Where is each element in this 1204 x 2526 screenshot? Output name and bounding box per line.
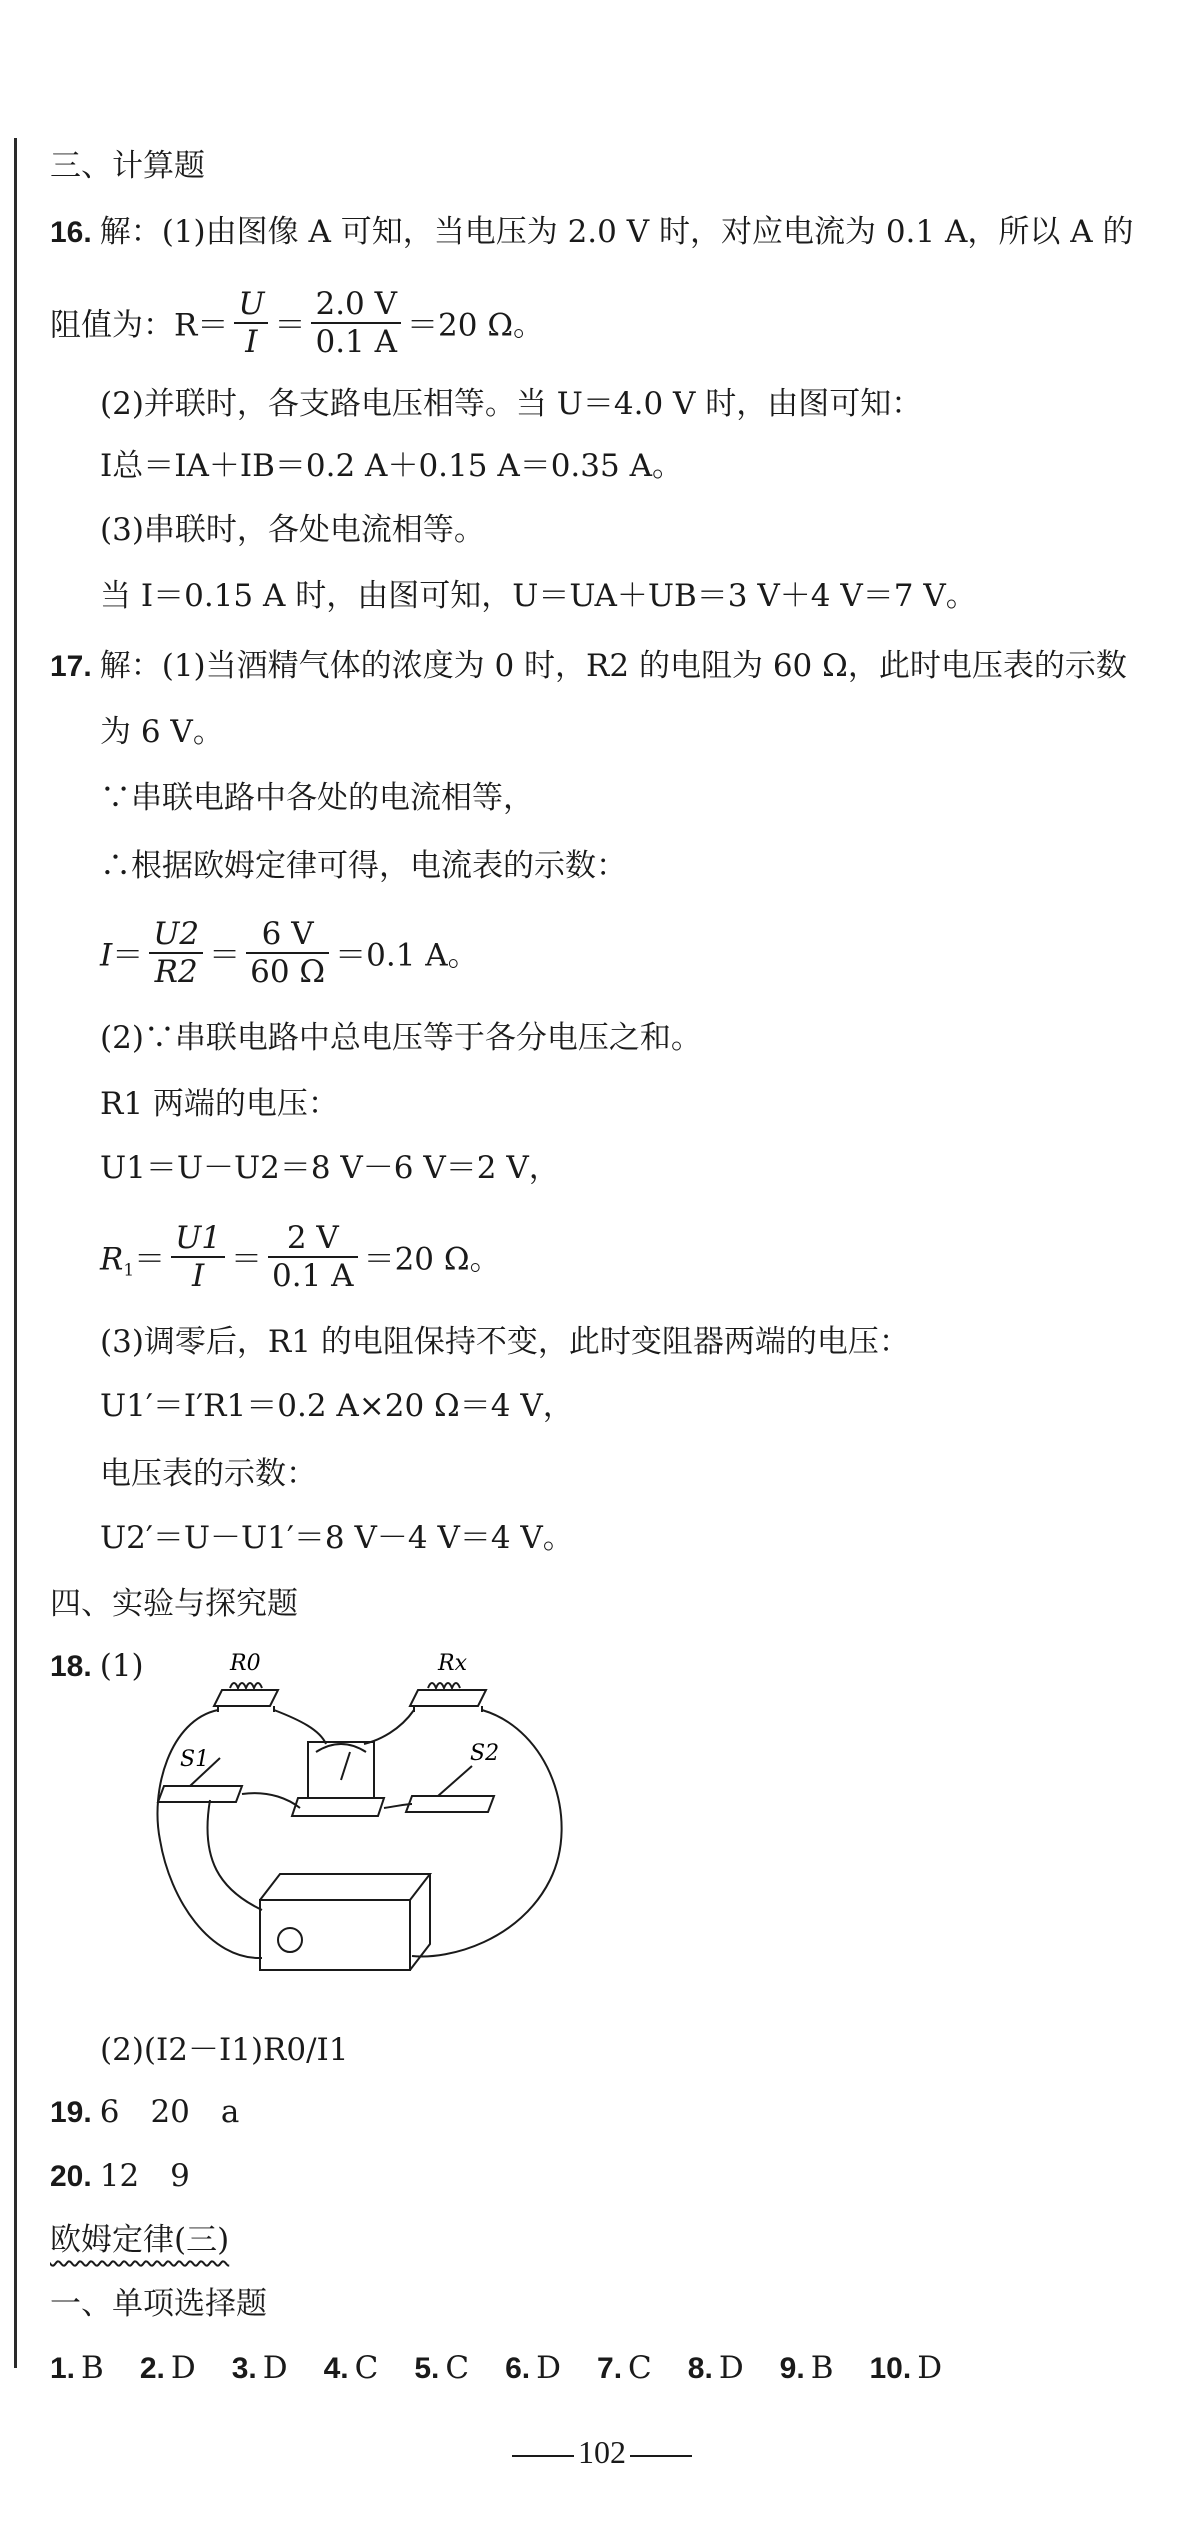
- page-footer: [0, 2434, 1204, 2471]
- section-heading: 一、单项选择题: [50, 2286, 267, 2322]
- chapter-title: 欧姆定律(三): [50, 2222, 230, 2258]
- fraction: $\frac{2.0 V}{0.1 A}$: [311, 286, 401, 360]
- circuit-diagram: [150, 1640, 590, 2000]
- answer-row: [50, 2348, 978, 2389]
- answer-item: 10. D: [869, 2350, 943, 2386]
- question-number: 20.: [50, 2160, 92, 2193]
- q17-line-12: 电压表的示数：: [100, 1456, 317, 1492]
- answer-item: 7. C: [597, 2350, 652, 2386]
- switch-s2-lever: [438, 1766, 472, 1796]
- wire: [364, 1710, 414, 1744]
- section-heading: 三、计算题: [50, 148, 205, 184]
- q16-text: 解：(1)由图像 A 可知，当电压为 2.0 V 时，对应电流为 0.1 A，所以 A 的: [99, 214, 1134, 250]
- r0-board: [214, 1690, 278, 1706]
- q19-answer: 6 20 a: [99, 2094, 240, 2130]
- label-r0: R0: [230, 1651, 261, 1676]
- q16-line-2: 阻值为：R＝ $\frac{U}{I}$ ＝ $\frac{2.0 V}{0.1 A}$ ＝20 Ω。: [50, 286, 545, 360]
- answer-item: 9. B: [779, 2350, 834, 2386]
- question-number: 18.: [50, 1650, 92, 1683]
- q18-part-1: (1): [99, 1648, 144, 1684]
- question-number: 16.: [50, 216, 92, 249]
- q17-line-7: R1 两端的电压：: [100, 1086, 339, 1122]
- q18-part-2: (2)(I2－I1)R0/I1: [100, 2032, 349, 2068]
- r0-coil: [230, 1683, 262, 1688]
- fraction: $\frac{U2}{R2}$: [149, 916, 203, 990]
- q20-line: [50, 2156, 190, 2197]
- rx-board: [410, 1690, 486, 1706]
- q17-line-1: [50, 646, 1127, 687]
- q17-line-6: (2)∵串联电路中总电压等于各分电压之和。: [100, 1020, 702, 1056]
- q16-line-6: 当 I＝0.15 A 时，由图可知，U＝UA＋UB＝3 V＋4 V＝7 V。: [100, 578, 977, 614]
- answer-item: 3. D: [231, 2350, 288, 2386]
- wire: [207, 1800, 262, 1910]
- label-rx: Rx: [438, 1651, 467, 1676]
- answer-item: 2. D: [139, 2350, 196, 2386]
- section-heading: 四、实验与探究题: [50, 1586, 298, 1622]
- wire: [274, 1710, 326, 1744]
- q17-line-4: ∴根据欧姆定律可得，电流表的示数：: [100, 848, 627, 884]
- answer-item: 5. C: [414, 2350, 470, 2386]
- q16-formula-lead: 阻值为：R＝: [50, 307, 229, 344]
- fraction: $\frac{2 V}{0.1 A}$: [268, 1220, 358, 1294]
- question-number: 17.: [50, 650, 92, 683]
- answer-item: 1. B: [50, 2350, 104, 2386]
- answer-item: 6. D: [505, 2350, 562, 2386]
- answer-item: 4. C: [323, 2350, 379, 2386]
- fraction: $\frac{6 V}{60 \Omega}$: [246, 916, 329, 990]
- fraction: $\frac{U}{I}$: [234, 286, 268, 360]
- q16-line-3: (2)并联时，各支路电压相等。当 U＝4.0 V 时，由图可知：: [100, 386, 923, 422]
- q17-line-10: (3)调零后，R1 的电阻保持不变，此时变阻器两端的电压：: [100, 1324, 910, 1360]
- q19-line: [50, 2092, 239, 2133]
- answer-item: 8. D: [687, 2350, 744, 2386]
- q16-line-1: [50, 212, 1133, 253]
- q17-line-3: ∵串联电路中各处的电流相等，: [100, 780, 534, 816]
- q17-line-9: $R_1=$ $\frac{U1}{I}$ ＝ $\frac{2 V}{0.1 A}$ ＝20 Ω。: [100, 1220, 501, 1294]
- switch-s2-base: [406, 1796, 494, 1812]
- wire: [242, 1793, 300, 1808]
- q16-line-4: I总＝IA＋IB＝0.2 A＋0.15 A＝0.35 A。: [100, 448, 683, 484]
- rx-coil: [428, 1683, 460, 1688]
- q17-line-5: I＝ $\frac{U2}{R2}$ ＝ $\frac{6 V}{60 \Omega}$ ＝0.1 A。: [100, 916, 479, 990]
- q20-answer: 12 9: [99, 2158, 190, 2194]
- q17-line-2: 为 6 V。: [100, 714, 224, 750]
- margin-rule: [14, 138, 17, 2368]
- q17-text: 解：(1)当酒精气体的浓度为 0 时，R2 的电阻为 60 Ω，此时电压表的示数: [99, 648, 1127, 684]
- q18-line-1: [50, 1646, 144, 1687]
- page-number: 102: [578, 2434, 626, 2470]
- q17-line-8: U1＝U－U2＝8 V－6 V＝2 V，: [100, 1150, 560, 1186]
- label-s1: S1: [180, 1747, 210, 1772]
- q16-line-5: (3)串联时，各处电流相等。: [100, 512, 485, 548]
- q17-line-11: U1′＝I′R1＝0.2 A×20 Ω＝4 V，: [100, 1388, 574, 1424]
- switch-s1-base: [158, 1786, 242, 1802]
- q17-line-13: U2′＝U－U1′＝8 V－4 V＝4 V。: [100, 1520, 574, 1556]
- question-number: 19.: [50, 2096, 92, 2129]
- fraction: $\frac{U1}{I}$: [171, 1220, 225, 1294]
- label-s2: S2: [470, 1741, 500, 1766]
- wire: [157, 1710, 262, 1958]
- power-supply: [260, 1900, 410, 1970]
